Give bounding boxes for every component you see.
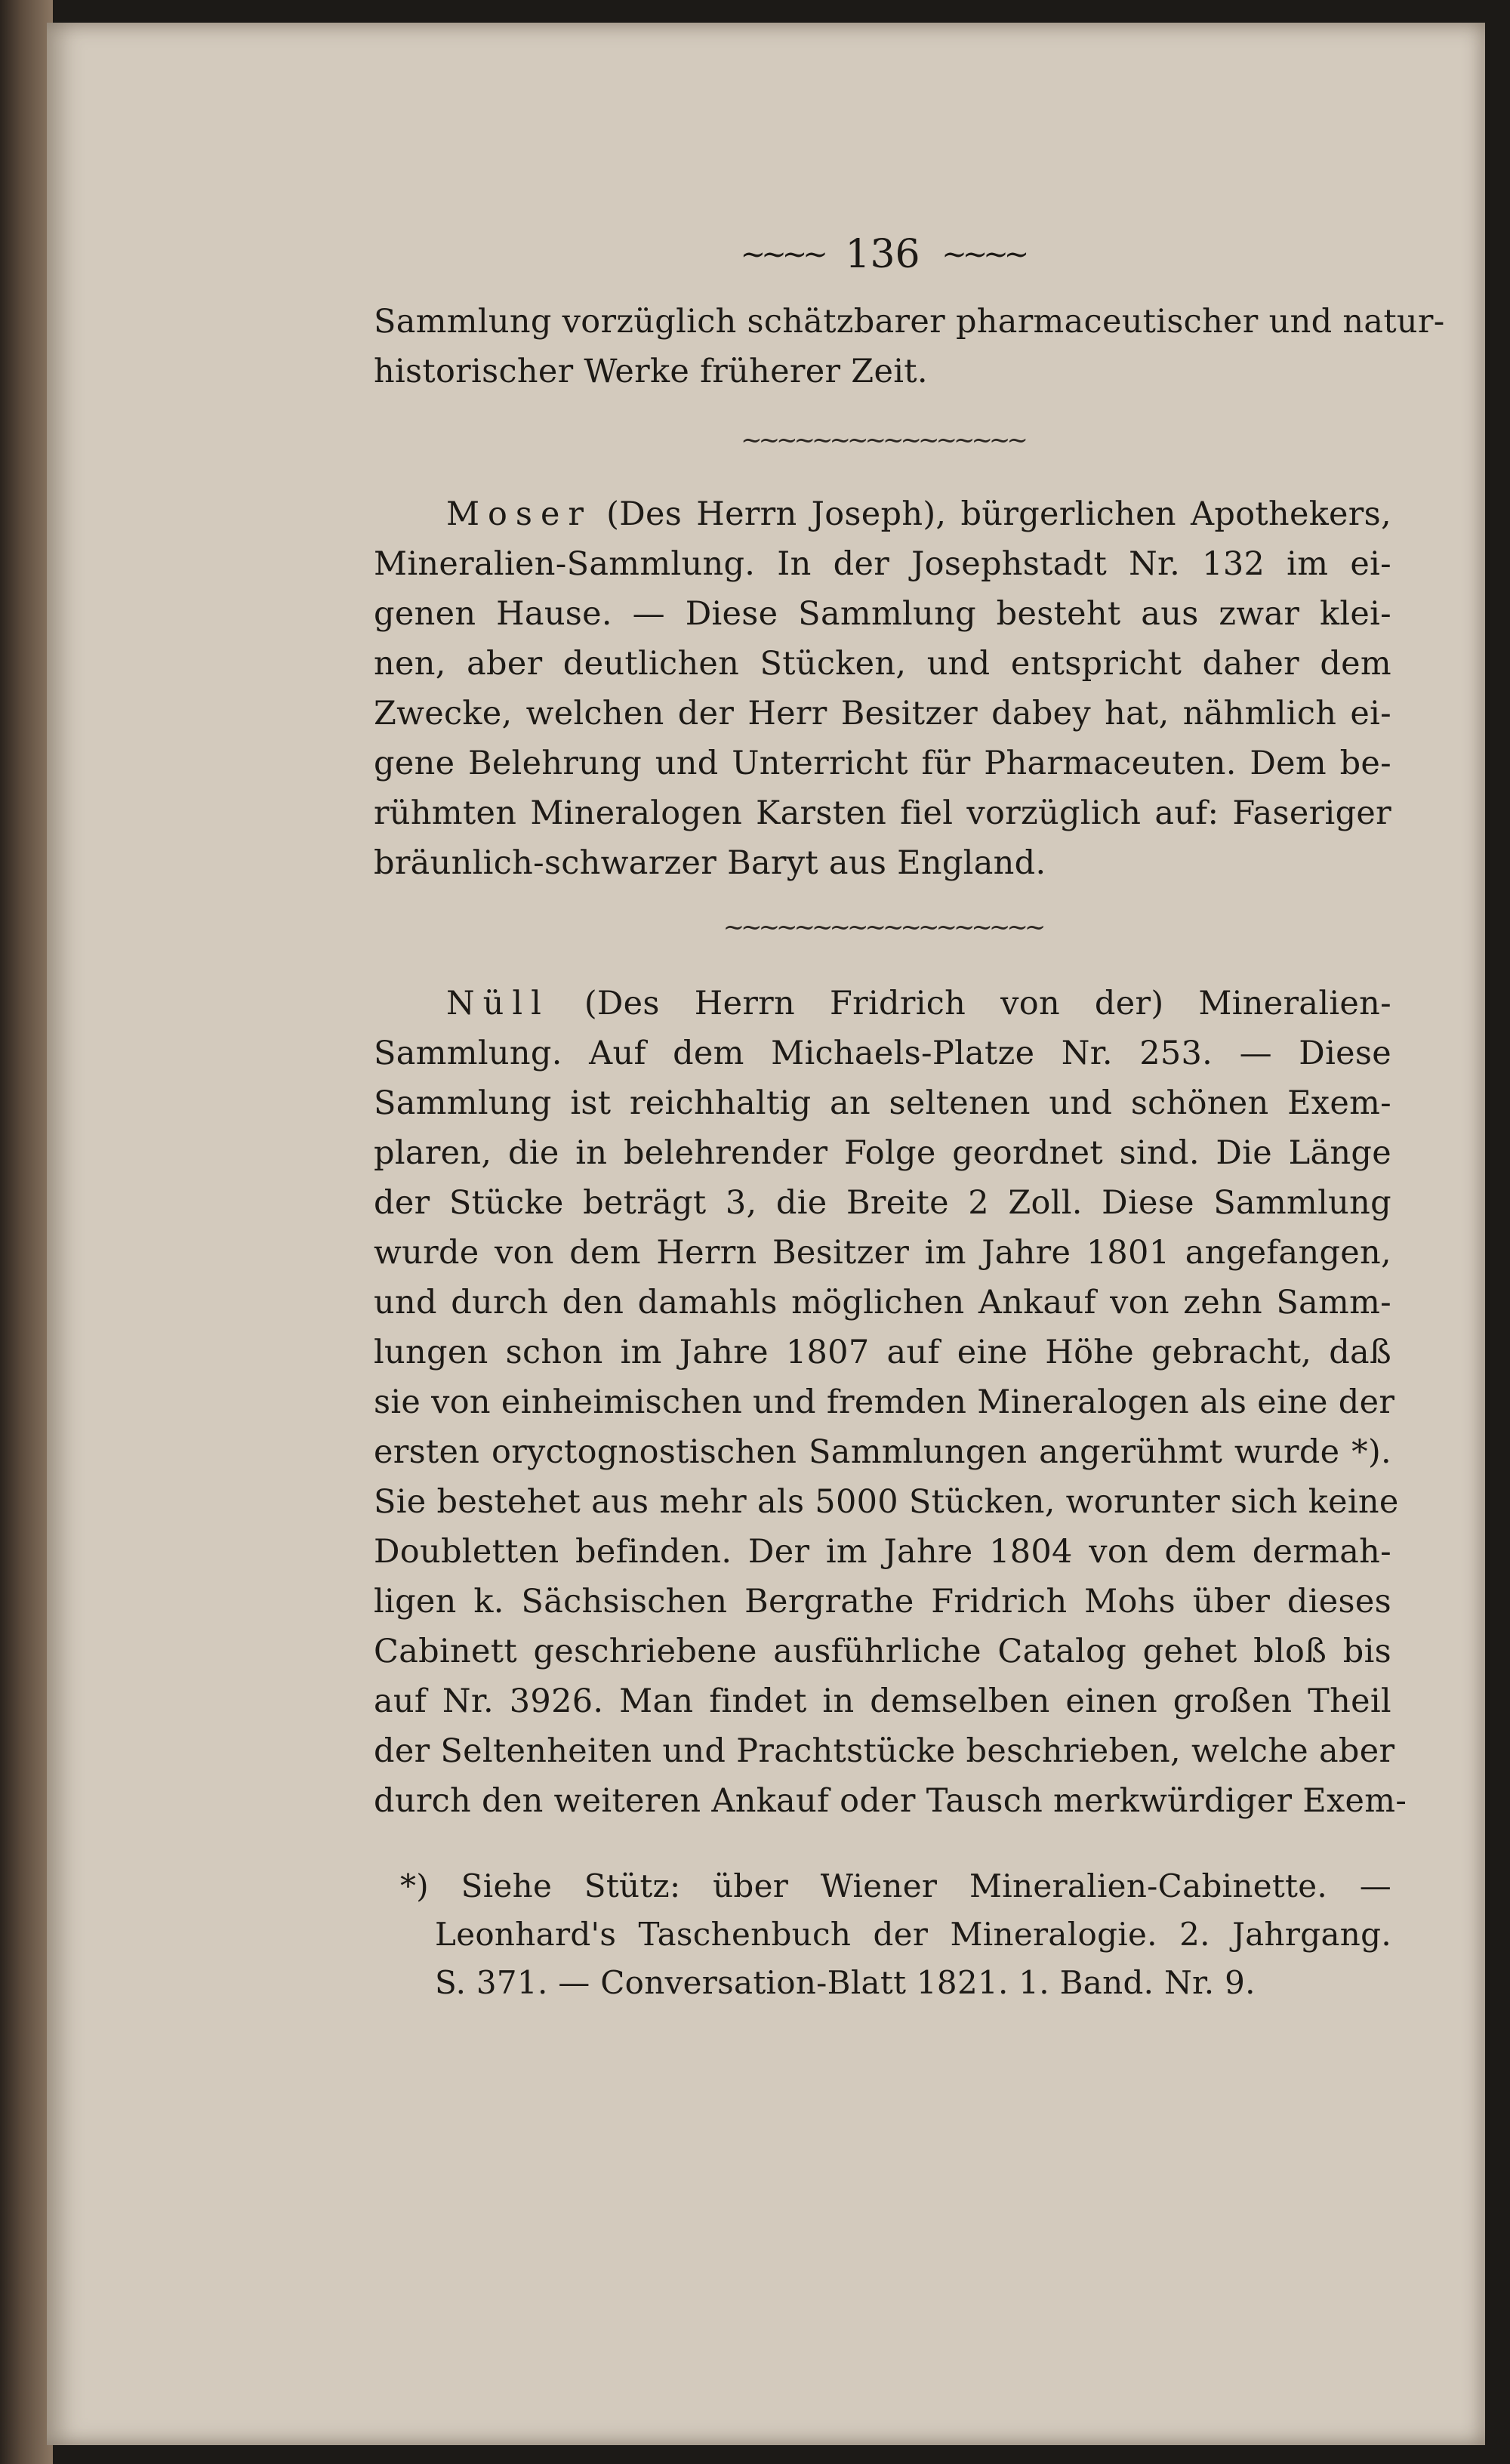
entry-heading-text: (Des Herrn Joseph), bürgerlichen Apothekers, (606, 495, 1391, 533)
text-line: der Seltenheiten und Prachtstücke beschrieben, welche aber (374, 1732, 1395, 1770)
text-line: gene Belehrung und Unterricht für Pharmaceuten. Dem be- (374, 745, 1391, 782)
footnote-line: *) Siehe Stütz: über Wiener Mineralien-Cabinette. — (400, 1867, 1391, 1904)
text-line: Mineralien-Sammlung. In der Josephstadt Nr. 132 im ei- (374, 545, 1391, 583)
text-line: lungen schon im Jahre 1807 auf eine Höhe gebracht, daß (374, 1334, 1391, 1371)
text-line: bräunlich-schwarzer Baryt aus England. (374, 844, 1046, 882)
entry-first-line (374, 489, 1391, 539)
header-ornament-right: ~~~~ (941, 237, 1025, 272)
text-line: nen, aber deutlichen Stücken, und entspricht daher dem (374, 645, 1391, 683)
text-line: durch den weiteren Ankauf oder Tausch merkwürdiger Exem- (374, 1782, 1407, 1820)
text-line: auf Nr. 3926. Man findet in demselben einen großen Theil (374, 1682, 1391, 1720)
text-line: Sammlung ist reichhaltig an seltenen und schönen Exem- (374, 1084, 1391, 1122)
text-line: sie von einheimischen und fremden Mineralogen als eine der (374, 1383, 1395, 1421)
text-line: und durch den damahls möglichen Ankauf von zehn Samm- (374, 1284, 1391, 1321)
text-line: Sie bestehet aus mehr als 5000 Stücken, worunter sich keine (374, 1483, 1399, 1521)
null-entry (374, 979, 1407, 1826)
continued-entry (374, 297, 1445, 396)
section-divider: ~~~~~~~~~~~~~~~~~~ (723, 912, 1043, 942)
book-gutter (0, 0, 53, 2464)
text-line: wurde von dem Herrn Besitzer im Jahre 1801 angefangen, (374, 1234, 1391, 1272)
text-line: Doubletten befinden. Der im Jahre 1804 von dem dermah- (374, 1533, 1391, 1571)
page-number: 136 (845, 232, 920, 277)
text-line: Sammlung. Auf dem Michaels-Platze Nr. 253. — Diese (374, 1035, 1391, 1072)
footnote-line: Leonhard's Taschenbuch der Mineralogie. 2. Jahrgang. (435, 1916, 1391, 1953)
text-line: ersten oryctognostischen Sammlungen angerühmt wurde *). (374, 1433, 1391, 1471)
text-line: plaren, die in belehrender Folge geordnet sind. Die Länge (374, 1134, 1391, 1172)
page-header (374, 231, 1391, 277)
section-divider: ~~~~~~~~~~~~~~~~ (741, 425, 1025, 455)
moser-entry (374, 489, 1391, 888)
text-line: rühmten Mineralogen Karsten fiel vorzüglich auf: Faseriger (374, 794, 1391, 832)
footnote-line: S. 371. — Conversation-Blatt 1821. 1. Band. Nr. 9. (435, 1964, 1256, 2001)
text-line: Sammlung vorzüglich schätzbarer pharmaceutischer und natur- (374, 303, 1445, 341)
text-line: ligen k. Sächsischen Bergrathe Fridrich Mohs über dieses (374, 1583, 1391, 1621)
entry-name: Moser (446, 495, 592, 533)
text-line: historischer Werke früherer Zeit. (374, 353, 928, 390)
entry-heading-text: (Des Herrn Fridrich von der) Mineralien- (584, 985, 1391, 1022)
entry-name: Nüll (446, 985, 550, 1022)
text-line: Zwecke, welchen der Herr Besitzer dabey hat, nähmlich ei- (374, 695, 1391, 732)
text-line: Cabinett geschriebene ausführliche Catalog gehet bloß bis (374, 1633, 1391, 1670)
header-ornament-left: ~~~~ (740, 237, 824, 272)
text-line: genen Hause. — Diese Sammlung besteht aus zwar klei- (374, 595, 1391, 633)
text-line: der Stücke beträgt 3, die Breite 2 Zoll. Diese Sammlung (374, 1184, 1391, 1222)
footnote (400, 1862, 1391, 2007)
entry-first-line (374, 979, 1391, 1028)
